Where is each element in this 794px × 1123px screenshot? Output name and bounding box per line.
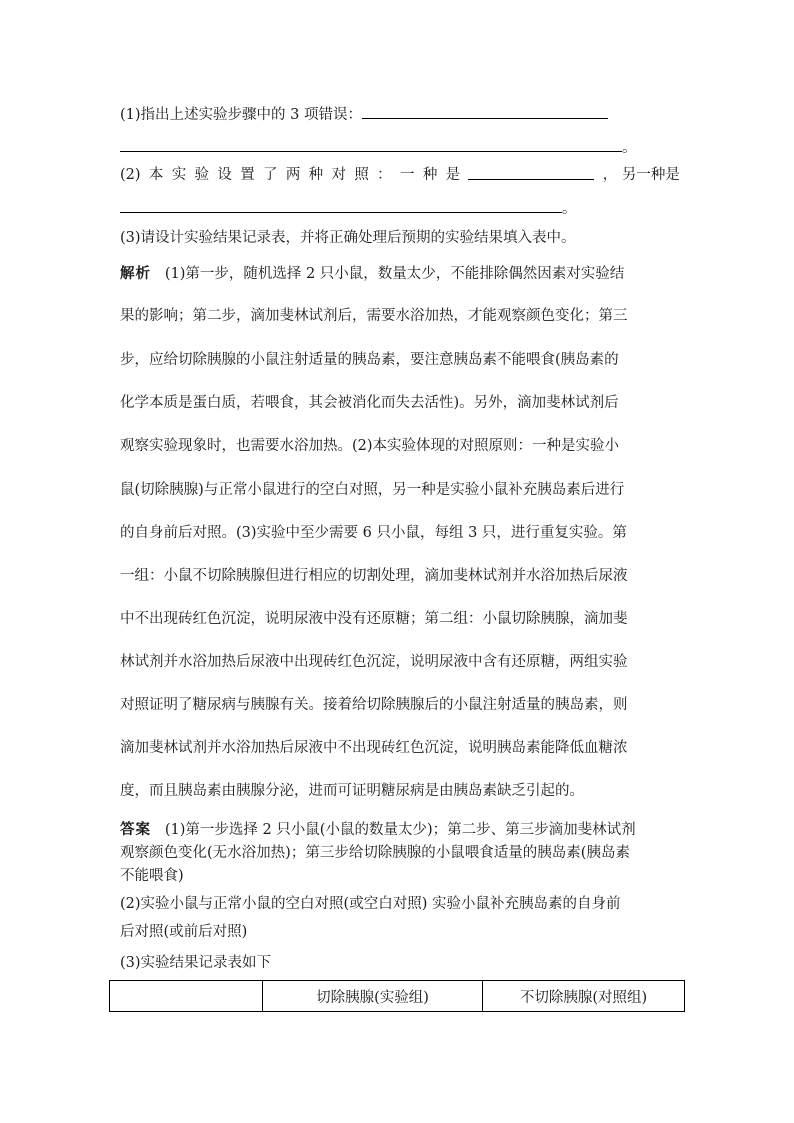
answer-line	[120, 894, 680, 914]
answer-text: (3)实验结果记录表如下	[120, 955, 272, 971]
question-3-prompt: (3)请设计实验结果记录表，并将正确处理后预期的实验结果填入表中。	[120, 230, 576, 246]
analysis-line	[120, 393, 680, 413]
answer-blank[interactable]	[468, 165, 594, 180]
question-2-char: 种	[308, 167, 324, 183]
question-2-char: 是	[445, 167, 461, 183]
analysis-line	[120, 350, 680, 370]
question-2-mid: ， 另一种是	[602, 167, 680, 183]
question-3	[120, 228, 680, 248]
table-header-cell	[110, 981, 263, 1012]
analysis-line	[120, 695, 680, 715]
analysis-text: 步，应给切除胰腺的小鼠注射适量的胰岛素，要注意胰岛素不能喂食(胰岛素的	[120, 352, 619, 368]
analysis-text: 对照证明了糖尿病与胰腺有关。接着给切除胰腺后的小鼠注射适量的胰岛素，则	[120, 697, 628, 713]
analysis-label: 解析	[120, 265, 151, 282]
question-2-char: 设	[217, 167, 232, 183]
question-1	[120, 104, 680, 125]
answer-text: 观察颜色变化(无水浴加热)；第三步给切除胰腺的小鼠喂食适量的胰岛素(胰岛素	[120, 845, 630, 861]
analysis-text: 林试剂并水浴加热后尿液中出现砖红色沉淀，说明尿液中含有还原糖，两组实验	[120, 654, 628, 670]
question-2	[120, 165, 680, 185]
answer-blank[interactable]	[120, 198, 562, 213]
question-2-char: 一	[399, 167, 415, 183]
analysis-text: 滴加斐林试剂并水浴加热后尿液中不出现砖红色沉淀，说明胰岛素能降低血糖浓	[120, 740, 628, 756]
answer-line	[120, 953, 680, 973]
question-2-char: 两	[285, 167, 301, 183]
analysis-text: 一组：小鼠不切除胰腺但进行相应的切割处理，滴加斐林试剂并水浴加热后尿液	[120, 568, 628, 584]
analysis-text: 观察实验现象时，也需要水浴加热。(2)本实验体现的对照原则：一种是实验小	[120, 438, 620, 454]
answer-text: 不能喂食)	[120, 868, 184, 884]
analysis-text: 化学本质是蛋白质，若喂食，其会被消化而失去活性)。另外，滴加斐林试剂后	[120, 395, 619, 411]
answer-blank[interactable]	[362, 104, 608, 119]
answer-line	[120, 866, 680, 886]
question-2-char: 了	[263, 167, 278, 183]
answer-text: (2)实验小鼠与正常小鼠的空白对照(或空白对照) 实验小鼠补充胰岛素的自身前	[120, 896, 621, 912]
answer-text: 后对照(或前后对照)	[120, 924, 248, 940]
analysis-line	[120, 738, 680, 758]
analysis-line	[120, 609, 680, 629]
analysis-line	[120, 523, 680, 543]
question-2-char: 对	[331, 167, 346, 183]
question-2-char: 本	[148, 167, 164, 183]
analysis-text: 果的影响；第二步，滴加斐林试剂后，需要水浴加热，才能观察颜色变化；第三	[120, 308, 628, 324]
analysis-line	[120, 306, 680, 326]
question-2-end: 。	[562, 201, 577, 217]
result-table	[109, 980, 685, 1012]
question-2-text	[120, 165, 680, 185]
answer-line	[120, 922, 680, 942]
question-2-char: 照	[354, 167, 369, 183]
answer-line	[120, 843, 680, 863]
question-2-continuation	[120, 198, 680, 219]
answer-label: 答案	[120, 821, 151, 838]
question-2-char: 验	[194, 167, 210, 183]
analysis-text: 度，而且胰岛素由胰腺分泌，进而可证明糖尿病是由胰岛素缺乏引起的。	[120, 783, 584, 799]
question-2-char: 种	[422, 167, 438, 183]
analysis-text: 的自身前后对照。(3)实验中至少需要 6 只小鼠，每组 3 只，进行重复实验。第	[120, 525, 627, 541]
analysis-line	[120, 781, 680, 801]
question-2-char: (2)	[120, 167, 141, 183]
question-1-continuation	[120, 137, 680, 158]
question-2-char: ：	[377, 167, 392, 183]
answer-text: (1)第一步选择 2 只小鼠(小鼠的数量太少)；第二步、第三步滴加斐林试剂	[164, 822, 636, 838]
table-header-cell: 不切除胰腺(对照组)	[483, 981, 685, 1012]
analysis-line	[120, 436, 680, 456]
analysis-text: 鼠(切除胰腺)与正常小鼠进行的空白对照，另一种是实验小鼠补充胰岛素后进行	[120, 482, 625, 498]
analysis-line	[120, 652, 680, 672]
question-2-char: 实	[171, 167, 187, 183]
analysis-line	[120, 264, 680, 284]
question-1-end: 。	[622, 140, 637, 156]
table-header-cell: 切除胰腺(实验组)	[263, 981, 483, 1012]
analysis-text: 中不出现砖红色沉淀，说明尿液中没有还原糖；第二组：小鼠切除胰腺，滴加斐	[120, 611, 628, 627]
table-row	[110, 981, 685, 1012]
answer-blank[interactable]	[120, 137, 622, 152]
answer-line	[120, 820, 680, 840]
analysis-line	[120, 566, 680, 586]
analysis-text: (1)第一步，随机选择 2 只小鼠，数量太少，不能排除偶然因素对实验结	[164, 266, 625, 282]
question-2-char: 置	[240, 167, 255, 183]
question-1-prompt: (1)指出上述实验步骤中的 3 项错误：	[120, 107, 362, 123]
analysis-line	[120, 480, 680, 500]
